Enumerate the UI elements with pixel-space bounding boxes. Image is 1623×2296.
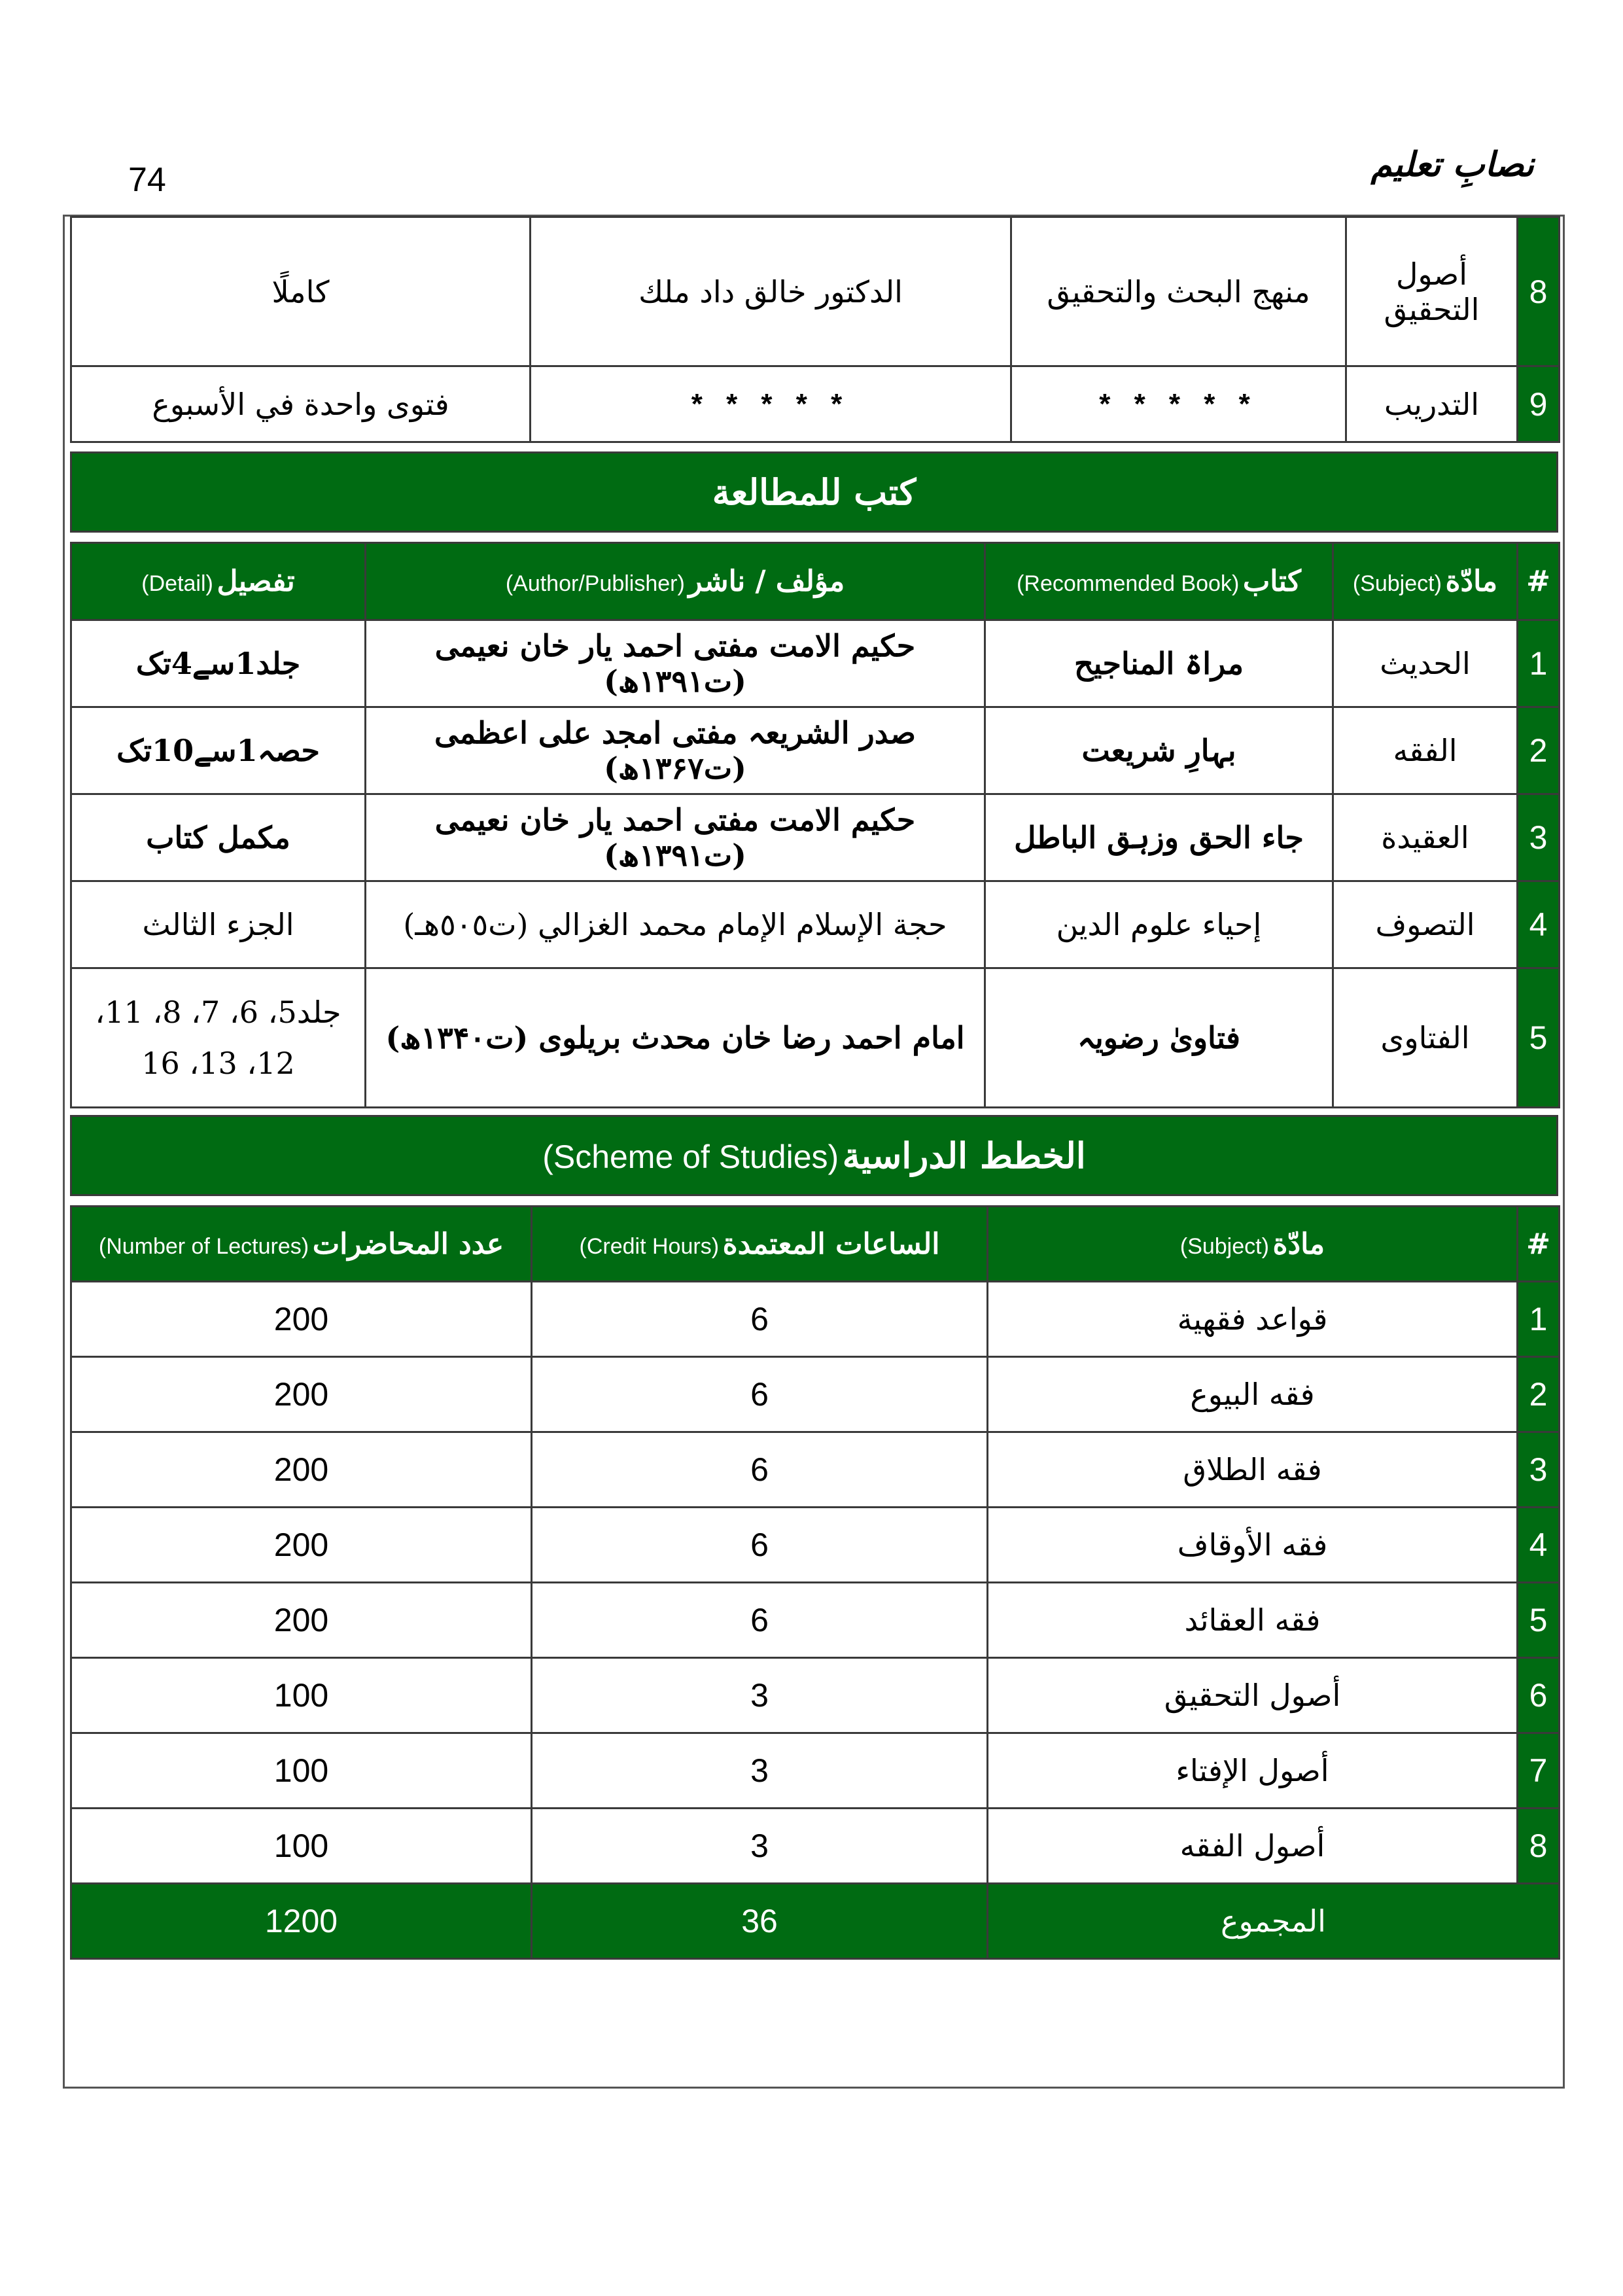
reading-books-title: كتب للمطالعة — [70, 451, 1558, 533]
table-row — [71, 1658, 1560, 1733]
detail-cell — [71, 968, 366, 1108]
credit-hours-cell: 3 — [532, 1658, 988, 1733]
table-row — [71, 1508, 1560, 1583]
lectures-cell: 100 — [71, 1658, 532, 1733]
lectures-cell: 200 — [71, 1583, 532, 1658]
row-number: 5 — [1518, 968, 1560, 1108]
author-cell: امام احمد رضا خان محدث بریلوی (ت۱۳۴۰ھ) — [366, 968, 985, 1108]
row-number: 3 — [1518, 1432, 1560, 1508]
author-cell: حکیم الامت مفتی احمد یار خان نعیمی (ت۱۳۹۱ھ) — [366, 620, 985, 707]
total-lectures: 1200 — [71, 1884, 532, 1959]
table-row — [71, 794, 1560, 881]
row-number: 1 — [1518, 620, 1560, 707]
header-num: # — [1518, 1207, 1560, 1282]
lectures-cell: 200 — [71, 1282, 532, 1357]
table-row — [71, 707, 1560, 794]
scheme-title-arabic: الخطط الدراسية — [842, 1135, 1086, 1176]
header-author: مؤلف / ناشر (Author/Publisher) — [366, 543, 985, 620]
credit-hours-cell: 6 — [532, 1357, 988, 1432]
subject-cell: قواعد فقهية — [988, 1282, 1518, 1357]
author-cell: الدكتور خالق داد ملك — [531, 217, 1011, 366]
table-row — [71, 1809, 1560, 1884]
detail-cell: فتوى واحدة في الأسبوع — [71, 366, 531, 442]
header-book: كتاب (Recommended Book) — [985, 543, 1333, 620]
subject-cell: أصول التحقيق — [1346, 217, 1518, 366]
lectures-cell: 200 — [71, 1508, 532, 1583]
table-row — [71, 1583, 1560, 1658]
row-number: 6 — [1518, 1658, 1560, 1733]
row-number: 2 — [1518, 707, 1560, 794]
book-cell: مراۃ المناجیح — [985, 620, 1333, 707]
row-number: 4 — [1518, 1508, 1560, 1583]
continued-table — [70, 216, 1560, 443]
table-row — [71, 620, 1560, 707]
book-cell: إحياء علوم الدين — [985, 881, 1333, 968]
row-number: 8 — [1518, 1809, 1560, 1884]
author-cell: حجة الإسلام الإمام محمد الغزالي (ت٥٠٥هـ) — [366, 881, 985, 968]
subject-cell: التدريب — [1346, 366, 1518, 442]
table-row — [71, 1357, 1560, 1432]
table-row — [71, 366, 1560, 442]
author-cell: حکیم الامت مفتی احمد یار خان نعیمی (ت۱۳۹۱ھ) — [366, 794, 985, 881]
subject-cell: الفقه — [1333, 707, 1518, 794]
page-number: 74 — [128, 161, 166, 199]
scheme-of-studies-table — [70, 1205, 1560, 1960]
subject-cell: فقه الأوقاف — [988, 1508, 1518, 1583]
lectures-cell: 200 — [71, 1357, 532, 1432]
reading-books-table — [70, 542, 1560, 1108]
table-row — [71, 1282, 1560, 1357]
header-credit-hours: الساعات المعتمدة (Credit Hours) — [532, 1207, 988, 1282]
subject-cell: الحديث — [1333, 620, 1518, 707]
subject-cell: التصوف — [1333, 881, 1518, 968]
table-row — [71, 217, 1560, 366]
subject-cell: أصول التحقيق — [988, 1658, 1518, 1733]
subject-cell: فقه البيوع — [988, 1357, 1518, 1432]
credit-hours-cell: 6 — [532, 1282, 988, 1357]
total-credit-hours: 36 — [532, 1884, 988, 1959]
row-number: 1 — [1518, 1282, 1560, 1357]
running-title: نصابِ تعلیم — [1370, 145, 1534, 185]
detail-cell: الجزء الثالث — [71, 881, 366, 968]
book-cell: منهج البحث والتحقيق — [1011, 217, 1346, 366]
scheme-title-english: (Scheme of Studies) — [542, 1139, 839, 1175]
scheme-of-studies-title — [70, 1115, 1558, 1196]
header-lectures: عدد المحاضرات (Number of Lectures) — [71, 1207, 532, 1282]
lectures-cell: 100 — [71, 1733, 532, 1809]
subject-cell: أصول الفقه — [988, 1809, 1518, 1884]
detail-line: 12، 13، 16 — [141, 1046, 295, 1081]
row-number: 3 — [1518, 794, 1560, 881]
credit-hours-cell: 6 — [532, 1583, 988, 1658]
detail-cell: مکمل کتاب — [71, 794, 366, 881]
credit-hours-cell: 3 — [532, 1733, 988, 1809]
table-header-row — [71, 543, 1560, 620]
subject-cell: العقيدة — [1333, 794, 1518, 881]
row-number: 8 — [1518, 217, 1560, 366]
author-cell: * * * * * — [531, 366, 1011, 442]
lectures-cell: 100 — [71, 1809, 532, 1884]
detail-line: جلد5، 6، 7، 8، 11، — [95, 994, 341, 1030]
header-num: # — [1518, 543, 1560, 620]
header-subject: مادّة (Subject) — [988, 1207, 1518, 1282]
detail-cell: جلد1سے4تک — [71, 620, 366, 707]
table-header-row — [71, 1207, 1560, 1282]
table-row — [71, 1733, 1560, 1809]
row-number: 9 — [1518, 366, 1560, 442]
credit-hours-cell: 6 — [532, 1508, 988, 1583]
book-cell: جاء الحق وزہق الباطل — [985, 794, 1333, 881]
header-detail: تفصيل (Detail) — [71, 543, 366, 620]
total-row — [71, 1884, 1560, 1959]
subject-cell: أصول الإفتاء — [988, 1733, 1518, 1809]
subject-cell: فقه الطلاق — [988, 1432, 1518, 1508]
row-number: 7 — [1518, 1733, 1560, 1809]
row-number: 2 — [1518, 1357, 1560, 1432]
table-row — [71, 968, 1560, 1108]
row-number: 5 — [1518, 1583, 1560, 1658]
row-number: 4 — [1518, 881, 1560, 968]
book-cell: بہارِ شریعت — [985, 707, 1333, 794]
detail-cell: كاملًا — [71, 217, 531, 366]
table-row — [71, 881, 1560, 968]
book-cell: * * * * * — [1011, 366, 1346, 442]
subject-cell: الفتاوى — [1333, 968, 1518, 1108]
author-cell: صدر الشریعہ مفتی امجد علی اعظمی (ت۱۳۶۷ھ) — [366, 707, 985, 794]
total-label: المجموع — [988, 1884, 1560, 1959]
credit-hours-cell: 3 — [532, 1809, 988, 1884]
header-subject: مادّة (Subject) — [1333, 543, 1518, 620]
detail-cell: حصہ1سے10تک — [71, 707, 366, 794]
credit-hours-cell: 6 — [532, 1432, 988, 1508]
lectures-cell: 200 — [71, 1432, 532, 1508]
table-row — [71, 1432, 1560, 1508]
subject-cell: فقه العقائد — [988, 1583, 1518, 1658]
book-cell: فتاویٰ رضویہ — [985, 968, 1333, 1108]
